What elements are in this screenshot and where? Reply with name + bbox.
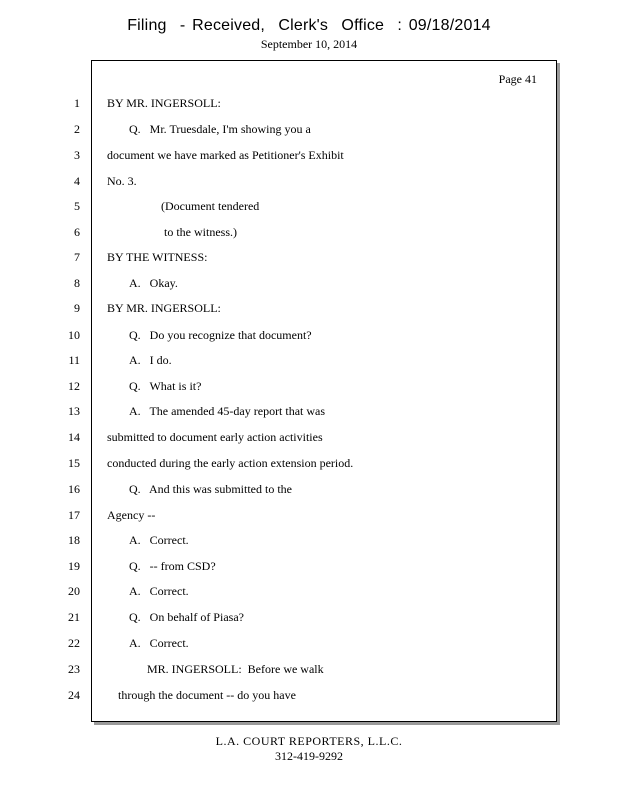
line-number: 8 (74, 276, 80, 290)
transcript-line: A. The amended 45-day report that was (129, 404, 326, 418)
line-number: 10 (68, 328, 80, 342)
reporter-phone: 312-419-9292 (275, 749, 343, 763)
transcript-line: Q. Do you recognize that document? (129, 328, 312, 342)
line-number: 1 (74, 96, 80, 110)
transcript-line: A. Correct. (129, 584, 189, 598)
line-number: 2 (74, 122, 80, 136)
transcript-line: BY MR. INGERSOLL: (107, 301, 221, 315)
transcript-line: submitted to document early action activities (107, 430, 323, 444)
hearing-date: September 10, 2014 (260, 37, 358, 51)
line-number: 4 (74, 174, 80, 188)
transcript-line: A. Okay. (129, 276, 178, 290)
page-number: Page 41 (498, 72, 537, 86)
filing-stamp: Filing - Received, Clerk's Office : 09/18/2014 (127, 17, 491, 34)
line-number: 22 (68, 636, 80, 650)
transcript-line: (Document tendered (161, 199, 260, 213)
line-number: 18 (68, 533, 80, 547)
transcript-line: conducted during the early action extension period. (107, 456, 354, 470)
line-number: 3 (74, 148, 80, 162)
transcript-line: MR. INGERSOLL: Before we walk (147, 662, 324, 676)
line-number: 20 (68, 584, 80, 598)
transcript-line: Q. -- from CSD? (129, 559, 216, 573)
line-number: 14 (68, 430, 80, 444)
line-number: 6 (74, 225, 80, 239)
line-number: 9 (74, 301, 80, 315)
transcript-line: A. I do. (129, 353, 172, 367)
transcript-line: A. Correct. (129, 636, 189, 650)
transcript-line: Q. Mr. Truesdale, I'm showing you a (129, 122, 311, 136)
line-number: 16 (68, 482, 80, 496)
transcript-line: Q. And this was submitted to the (129, 482, 292, 496)
transcript-line: BY THE WITNESS: (107, 250, 208, 264)
line-number: 5 (74, 199, 80, 213)
line-number: 11 (68, 353, 80, 367)
line-number: 23 (68, 662, 80, 676)
transcript-line: document we have marked as Petitioner's Exhibit (107, 148, 344, 162)
line-number: 24 (68, 688, 80, 702)
line-number: 13 (68, 404, 80, 418)
line-number: 17 (68, 508, 80, 522)
line-number: 19 (68, 559, 80, 573)
line-number: 15 (68, 456, 80, 470)
transcript-line: BY MR. INGERSOLL: (107, 96, 221, 110)
line-number: 21 (68, 610, 80, 624)
transcript-line: Q. On behalf of Piasa? (129, 610, 244, 624)
transcript-line: to the witness.) (164, 225, 237, 239)
line-number: 12 (68, 379, 80, 393)
reporter-company: L.A. COURT REPORTERS, L.L.C. (215, 734, 403, 748)
transcript-line: through the document -- do you have (118, 688, 296, 702)
transcript-line: Agency -- (107, 508, 156, 522)
transcript-line: Q. What is it? (129, 379, 202, 393)
transcript-line: No. 3. (107, 174, 137, 188)
transcript-line: A. Correct. (129, 533, 189, 547)
line-number: 7 (74, 250, 80, 264)
